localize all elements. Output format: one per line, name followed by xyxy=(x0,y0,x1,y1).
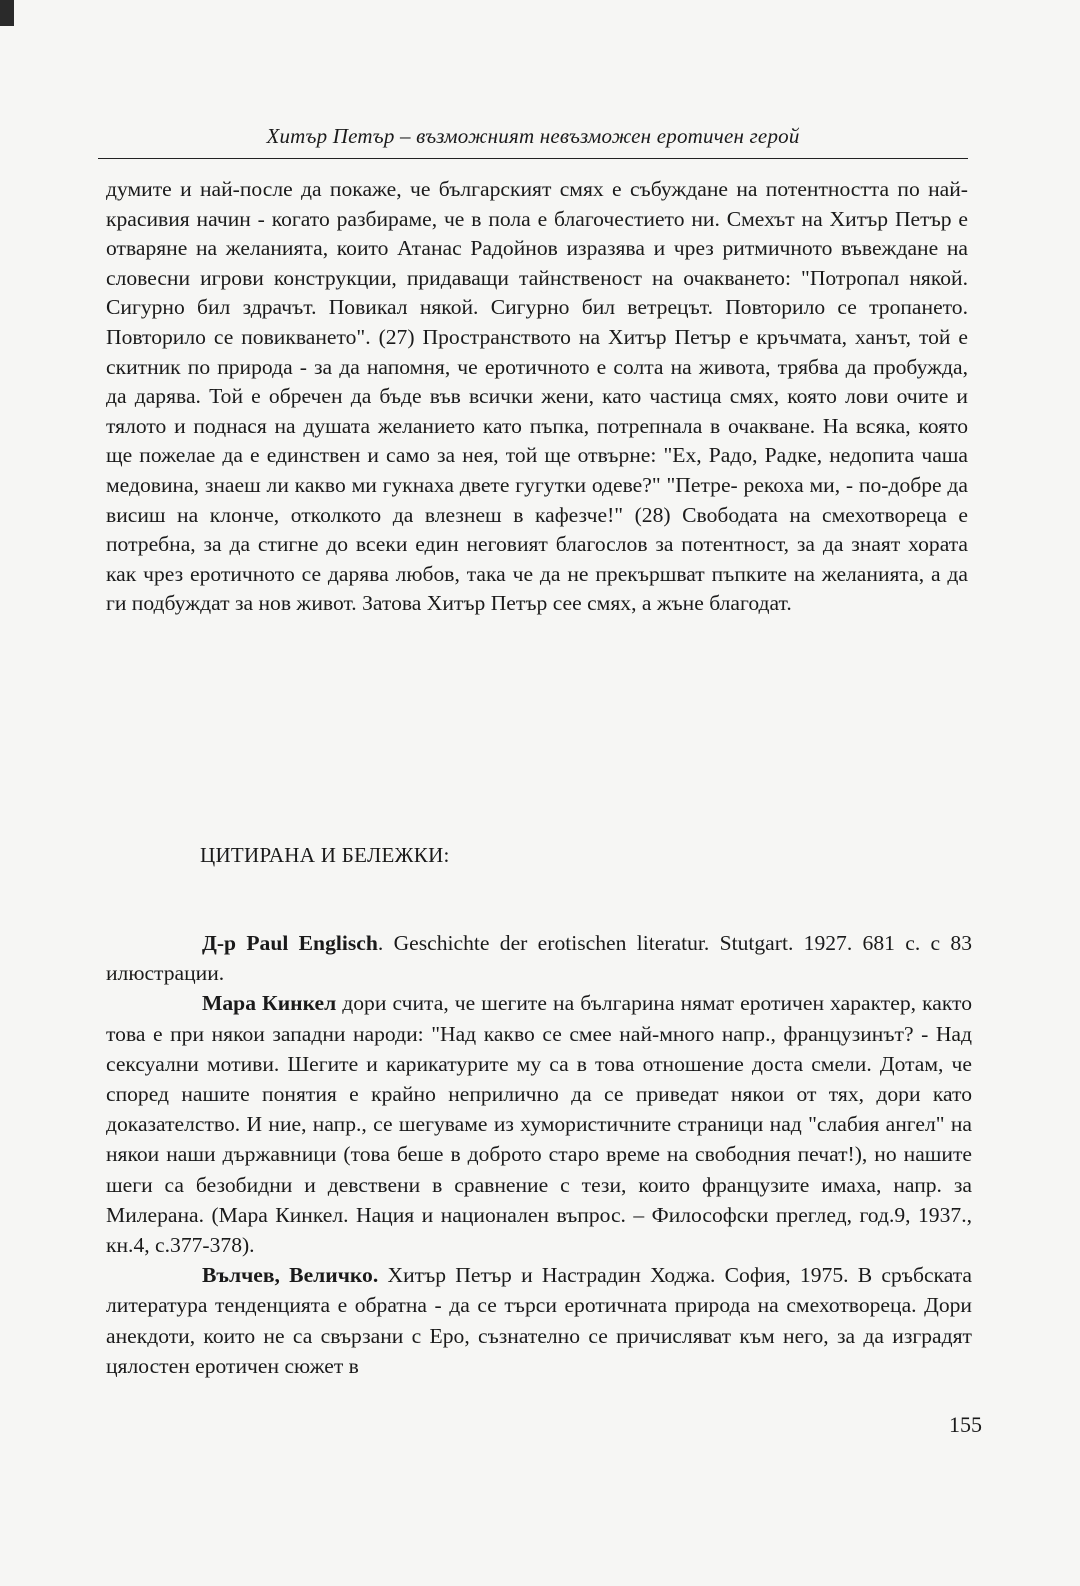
note-entry xyxy=(106,928,972,988)
note-entry xyxy=(106,988,972,1260)
notes-list xyxy=(106,928,972,1381)
running-header xyxy=(98,120,968,159)
note-author: Д-р Paul Englisch xyxy=(202,931,378,955)
main-text xyxy=(106,175,968,619)
notes-heading: ЦИТИРАНА И БЕЛЕЖКИ: xyxy=(200,843,450,867)
note-entry xyxy=(106,1260,972,1381)
note-author: Мара Кинкел xyxy=(202,991,337,1016)
note-text: . Geschichte der erotischen literatur. Stutgart. 1927. 681 с. с 83 илюстрации. xyxy=(106,931,972,986)
main-paragraph: думите и най-после да покаже, че българският смях е събуждане на потентността по най-красивия начин - когато разбираме, че в пола е благочестието ни. Смехът на Хитър Петър е отваряне на желанията, които Атанас Радойнов изразява и чрез ритмичното въвеждане на словесни игрови конструкции, придаващи тайнственост на очакването: "Потропал някой. Сигурно бил здрачът. Повикал някой. Сигурно бил ветрецът. Повторило се тропането. Повторило се повикването". (27) Пространството на Хитър Петър е кръчмата, ханът, той е скитник по природа - за да напомня, че еротичното е солта на живота, трябва да пробужда, да дарява. Той е обречен да бъде във всички жени, като частица смях, която лови очите и тялото и поднася на душата желанието като пъпка, потрепнала в очакване. На всяка, която ще пожелае да е единствен и само за нея, той ще отвърне: "Ех, Радо, Радке, недопита чаша медовина, знаеш ли какво ми гукнаха двете гугутки одеве?" "Петре- рекоха ми, - по-добре да висиш на клонче, отколкото да влезнеш в кафезче!" (28) Свободата на смехотвореца е потребна, за да стигне до всеки един неговият благослов за потентност, за да знаят хората как чрез еротичното се дарява любов, така че да не прекършват пъпките на желанията, а да ги подбуждат за нов живот. Затова Хитър Петър сее смях, а жъне благодат. xyxy=(106,177,968,616)
note-text: дори счита, че шегите на българина нямат еротичен характер, както това е при някои западни народи: "Над какво се смее най-много напр., французинът? - Над сексуални мотиви. Шегите и карикатурите му са в това отношение доста смели. Дотам, че според нашите понятия е крайно неприлично да се приведат някои от тях, дори като доказателство. И ние, напр., се шегуваме из хумористичните страници над "слабия ангел" на някои наши държавници (това беше в доброто старо време на свободния печат!), но нашите шеги са безобидни и девствени в сравнение с тези, които французите имаха, напр. за Милерана. (Мара Кинкел. Нация и национален въпрос. – Философски преглед, год.9, 1937., кн.4, с.377-378). xyxy=(106,991,972,1258)
running-title: Хитър Петър – възможният невъзможен еротичен герой xyxy=(266,124,800,148)
scan-corner-mark xyxy=(0,0,14,26)
note-author: Вълчев, Величко. xyxy=(202,1263,379,1288)
page-number: 155 xyxy=(949,1412,982,1437)
note-text: Хитър Петър и Настрадин Ходжа. София, 1975. В сръбската литература тенденцията е обратна - да се търси еротичната природа на смехотвореца. Дори анекдоти, които не са свързани с Еро, съзнателно се причисляват към него, за да изградят цялостен еротичен сюжет в xyxy=(106,1263,972,1378)
